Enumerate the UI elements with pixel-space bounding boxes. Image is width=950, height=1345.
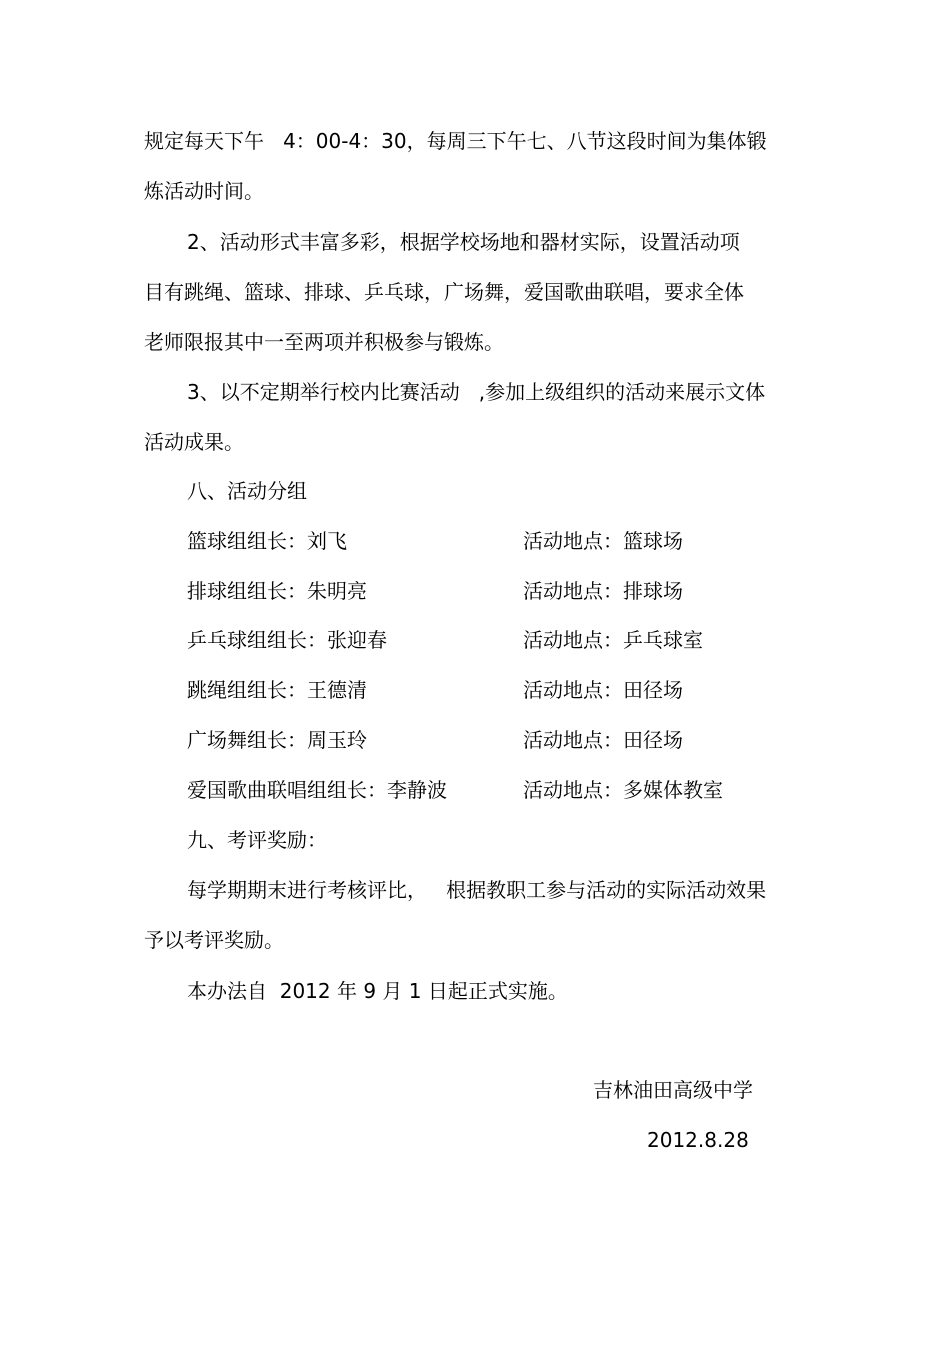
group-leader: 爱国歌曲联唱组组长：李静波	[187, 778, 447, 802]
paragraph-2-line-3: 老师限报其中一至两项并积极参与锻炼。	[144, 330, 504, 354]
group-location: 活动地点：田径场	[523, 678, 683, 702]
paragraph-2-line-2: 目有跳绳、篮球、排球、乒乓球，广场舞，爱国歌曲联唱，要求全体	[144, 280, 744, 304]
group-location: 活动地点：多媒体教室	[523, 778, 723, 802]
group-leader: 跳绳组组长：王德清	[187, 678, 367, 702]
effective-date-statement: 本办法自 2012 年 9 月 1 日起正式实施。	[187, 979, 568, 1003]
group-leader: 篮球组组长：刘飞	[187, 529, 347, 553]
group-leader: 排球组组长：朱明亮	[187, 579, 367, 603]
group-location: 活动地点：田径场	[523, 728, 683, 752]
paragraph-3-line-1: 3、以不定期举行校内比赛活动 ,参加上级组织的活动来展示文体	[187, 380, 766, 404]
section-8-heading: 八、活动分组	[187, 479, 307, 503]
paragraph-3-line-2: 活动成果。	[144, 430, 244, 454]
paragraph-1-line-1: 规定每天下午 4：00-4：30，每周三下午七、八节这段时间为集体锻	[144, 129, 767, 153]
group-leader: 乒乓球组组长：张迎春	[187, 628, 387, 652]
signature-date: 2012.8.28	[647, 1128, 749, 1152]
group-location: 活动地点：排球场	[523, 579, 683, 603]
group-location: 活动地点：篮球场	[523, 529, 683, 553]
paragraph-4-line-2: 予以考评奖励。	[144, 928, 284, 952]
signature-school: 吉林油田高级中学	[593, 1078, 753, 1102]
group-leader: 广场舞组长：周玉玲	[187, 728, 367, 752]
paragraph-2-line-1: 2、活动形式丰富多彩，根据学校场地和器材实际，设置活动项	[187, 230, 740, 254]
section-9-heading: 九、考评奖励：	[187, 828, 327, 852]
paragraph-1-line-2: 炼活动时间。	[144, 179, 264, 203]
paragraph-4-line-1: 每学期期末进行考核评比， 根据教职工参与活动的实际活动效果	[187, 878, 767, 902]
group-location: 活动地点：乒乓球室	[523, 628, 703, 652]
